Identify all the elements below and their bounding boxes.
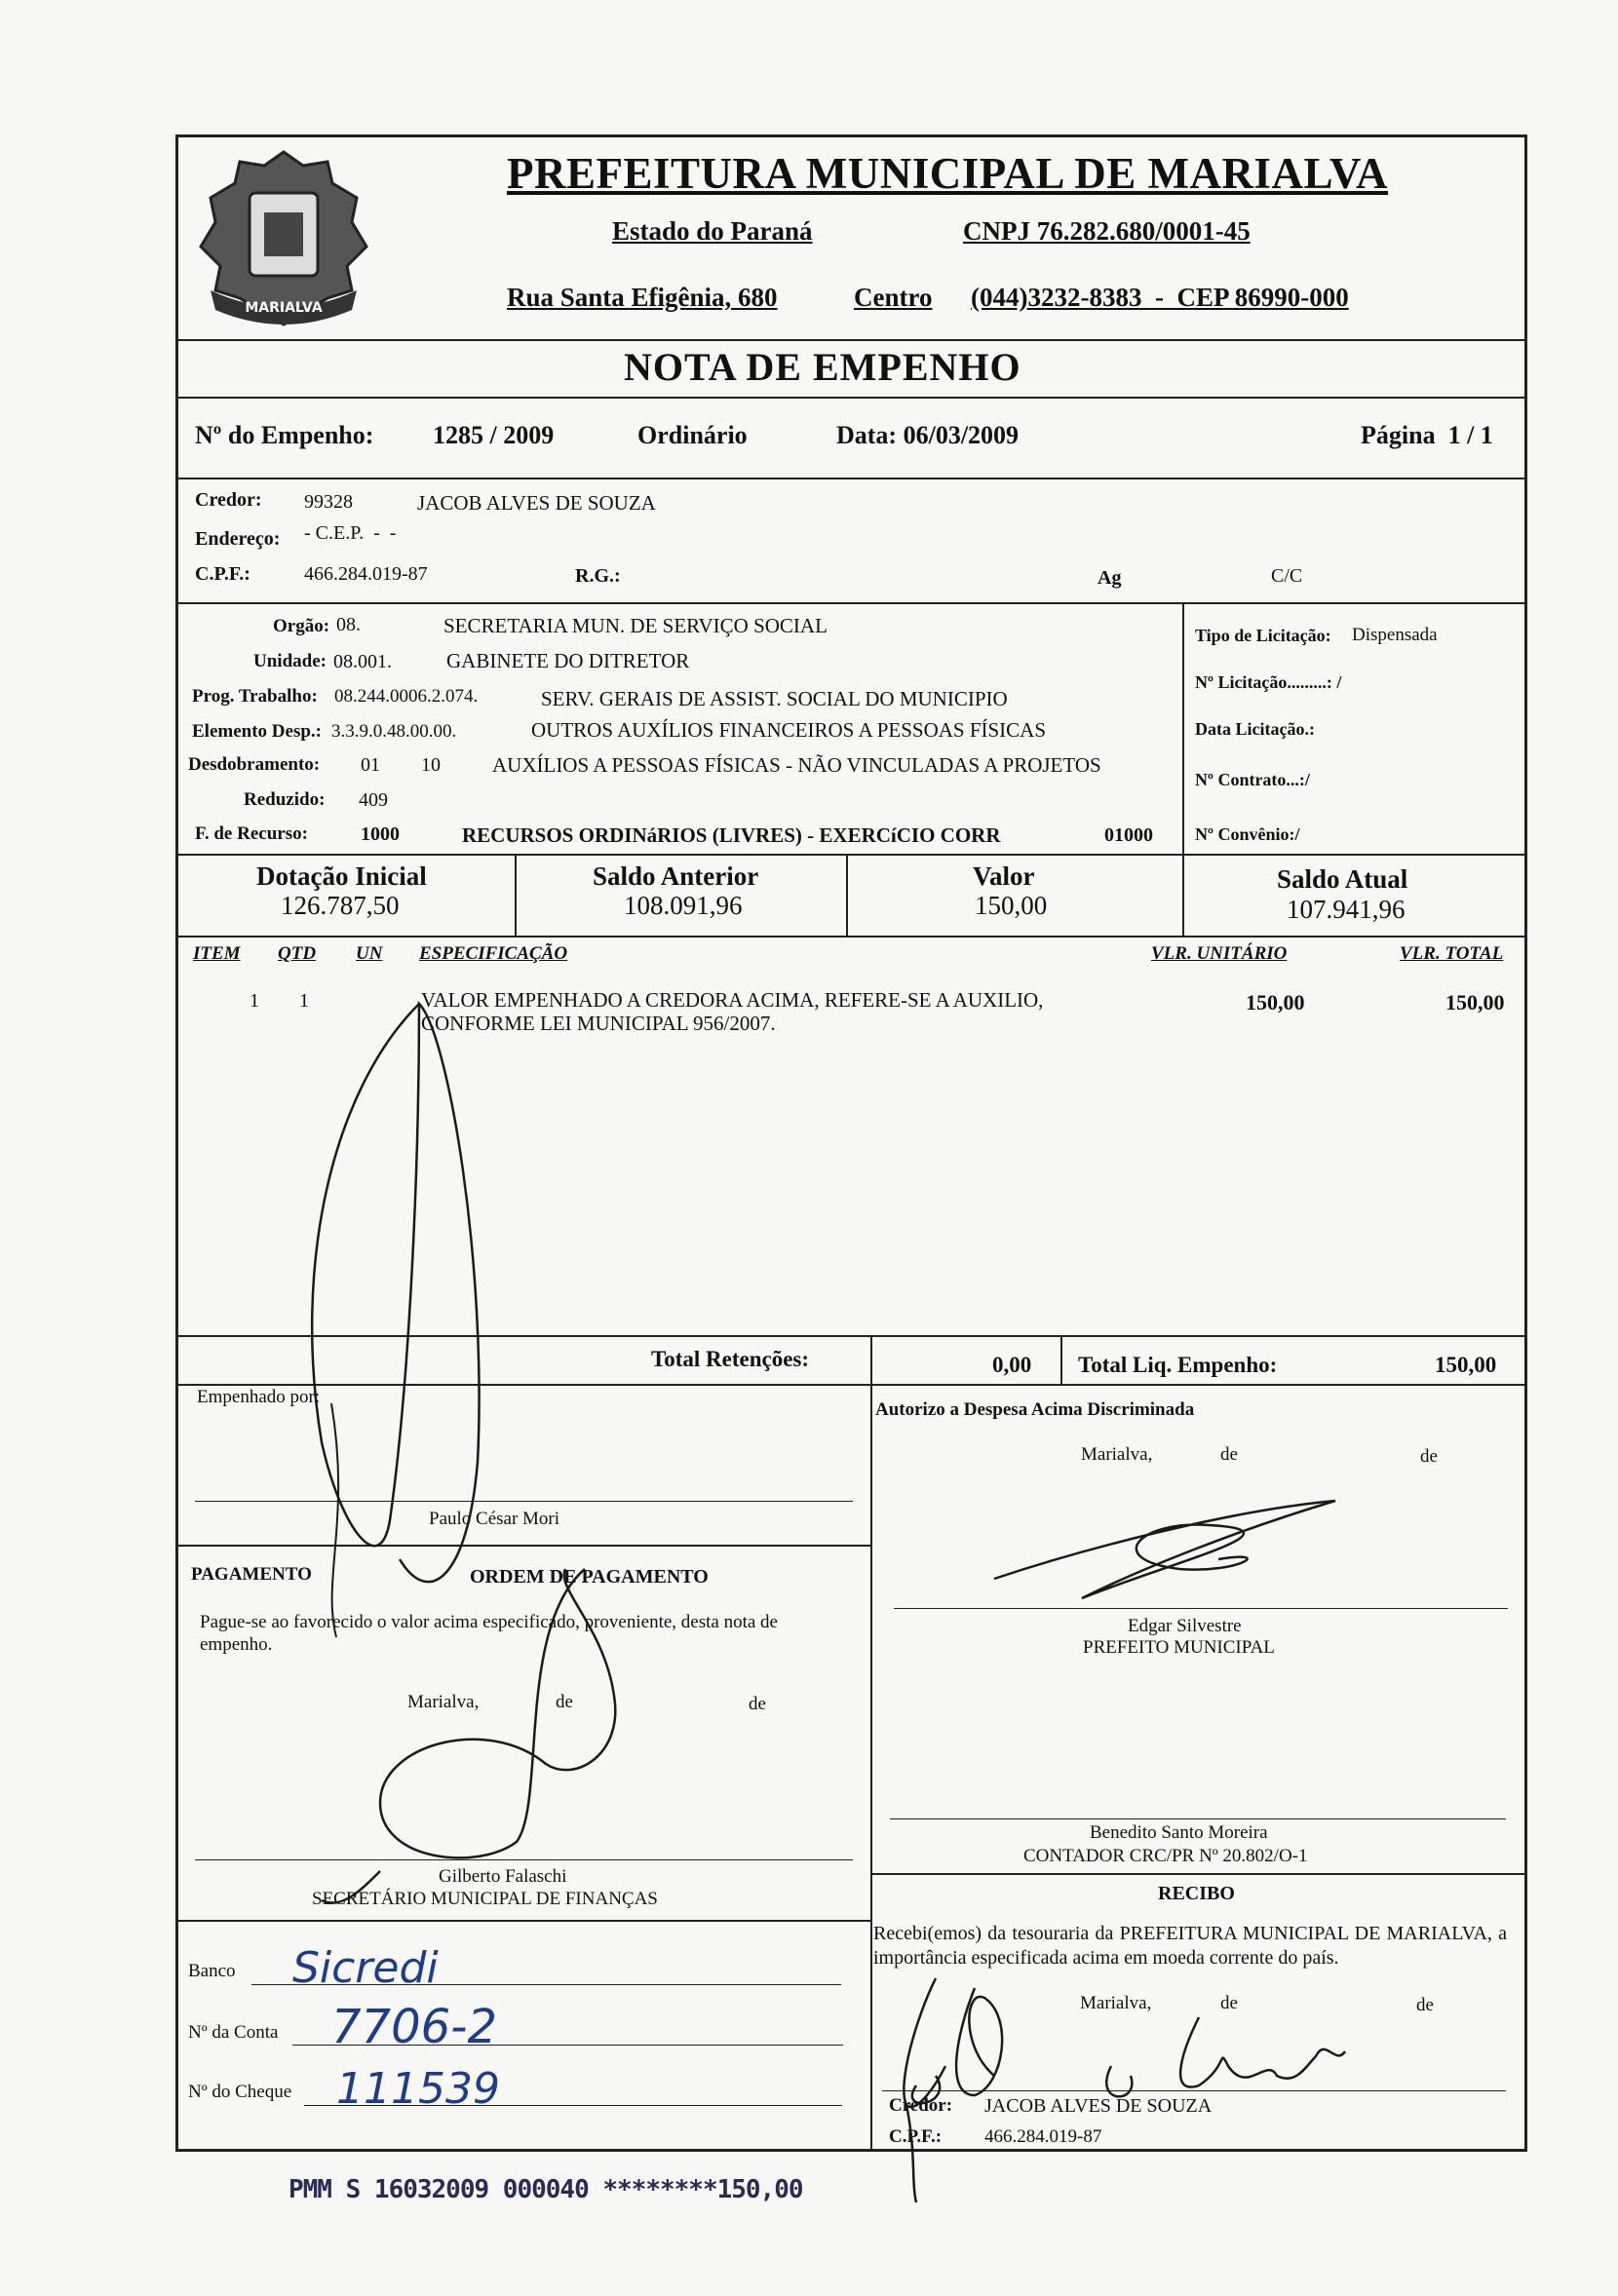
unidade-label: Unidade: — [253, 651, 327, 671]
cheque-label: Nº do Cheque — [188, 2082, 292, 2102]
recurso-code: 1000 — [361, 823, 400, 845]
licitacao-data: Data Licitação.: — [1195, 719, 1315, 739]
recurso-name: RECURSOS ORDINáRIOS (LIVRES) - EXERCíCIO CORR — [462, 823, 1001, 847]
header-title: PREFEITURA MUNICIPAL DE MARIALVA — [507, 149, 1389, 198]
saldo-atual-label: Saldo Atual — [1277, 864, 1408, 894]
autorizo-title: Autorizo a Despesa Acima Discriminada — [875, 1399, 1195, 1420]
item-number: 1 — [250, 990, 259, 1012]
ag-label: Ag — [1098, 567, 1122, 589]
total-liq-value: 150,00 — [1435, 1353, 1497, 1377]
recibo-city: Marialva, — [1080, 1993, 1152, 2013]
recurso-num: 01000 — [1104, 824, 1153, 846]
item-spec-line1: VALOR EMPENHADO A CREDORA ACIMA, REFERE-SE A AUXILIO, — [421, 988, 1044, 1012]
licitacao-tipo-label: Tipo de Licitação: — [1195, 626, 1331, 645]
svg-text:MARIALVA: MARIALVA — [245, 300, 323, 316]
autorizo-de1: de — [1220, 1444, 1238, 1465]
pagamento-label: PAGAMENTO — [191, 1564, 312, 1585]
reduzido-value: 409 — [359, 789, 388, 811]
header-state: Estado do Paraná — [612, 216, 813, 246]
header-center: Centro — [854, 283, 933, 312]
rg-label: R.G.: — [575, 565, 621, 587]
empenhado-label: Empenhado por: — [197, 1387, 321, 1407]
dotacao-inicial-value: 126.787,50 — [281, 891, 400, 920]
unidade-name: GABINETE DO DITRETOR — [446, 649, 690, 672]
empenho-number: 1285 / 2009 — [433, 421, 555, 449]
pagamento-text: Pague-se ao favorecido o valor acima especificado, proveniente, desta nota de empenho. — [200, 1612, 778, 1655]
cheque-value: 111539 — [336, 2064, 500, 2114]
saldo-atual-value: 107.941,96 — [1287, 895, 1406, 924]
empenho-date: Data: 06/03/2009 — [836, 421, 1020, 449]
orgao-name: SECRETARIA MUN. DE SERVIÇO SOCIAL — [443, 614, 828, 637]
desd-code: 01 — [361, 754, 380, 776]
empenho-type: Ordinário — [637, 421, 748, 449]
signature-gilberto — [322, 1550, 643, 1910]
recibo-text: Recebi(emos) da tesouraria da PREFEITURA MUNICIPAL DE MARIALVA, a importância especificada acima em moeda corrente do país. — [873, 1923, 1507, 1969]
pagamento-city: Marialva, — [407, 1692, 480, 1712]
contador-role: CONTADOR CRC/PR Nº 20.802/O-1 — [1023, 1846, 1308, 1866]
recibo-cpf: 466.284.019-87 — [984, 2126, 1102, 2147]
col-spec: ESPECIFICAÇÃO — [419, 943, 568, 964]
empenho-page: Página 1 / 1 — [1361, 421, 1493, 449]
prog-label: Prog. Trabalho: — [192, 686, 318, 707]
signature-jacob — [877, 1959, 1384, 2212]
cpf-value: 466.284.019-87 — [304, 563, 428, 585]
conta-label: Nº da Conta — [188, 2022, 279, 2043]
col-vlr-total: VLR. TOTAL — [1400, 943, 1504, 964]
prog-name: SERV. GERAIS DE ASSIST. SOCIAL DO MUNICIPIO — [541, 687, 1008, 710]
banco-label: Banco — [188, 1961, 236, 1981]
unidade-code: 08.001. — [333, 651, 392, 672]
credor-label: Credor: — [195, 489, 262, 511]
autorizo-city: Marialva, — [1081, 1444, 1153, 1465]
col-qtd: QTD — [278, 943, 317, 964]
valor-value: 150,00 — [975, 891, 1048, 920]
empenho-label: Nº do Empenho: — [195, 421, 374, 449]
pagamento-de2: de — [749, 1694, 766, 1714]
total-retencoes-value: 0,00 — [992, 1353, 1032, 1377]
recurso-label: F. de Recurso: — [195, 823, 308, 844]
doc-title: NOTA DE EMPENHO — [624, 345, 1021, 389]
item-spec-line2: CONFORME LEI MUNICIPAL 956/2007. — [421, 1012, 776, 1035]
cpf-label: C.P.F.: — [195, 563, 250, 585]
header-cnpj: CNPJ 76.282.680/0001-45 — [963, 216, 1251, 246]
autorizo-role: PREFEITO MUNICIPAL — [1083, 1637, 1275, 1658]
valor-label: Valor — [973, 861, 1035, 891]
cc-label: C/C — [1271, 565, 1303, 587]
banco-value: Sicredi — [292, 1943, 439, 1993]
orgao-code: 08. — [336, 614, 361, 635]
saldo-anterior-label: Saldo Anterior — [593, 861, 759, 891]
reduzido-label: Reduzido: — [244, 789, 326, 810]
recibo-title: RECIBO — [1158, 1883, 1235, 1904]
total-retencoes-label: Total Retenções: — [651, 1347, 810, 1371]
address-value: - C.E.P. - - — [304, 522, 397, 544]
dotacao-inicial-label: Dotação Inicial — [256, 861, 427, 891]
pagamento-role: SECRETÁRIO MUNICIPAL DE FINANÇAS — [312, 1889, 658, 1909]
elem-label: Elemento Desp.: — [192, 721, 322, 742]
recibo-credor-label: Credor: — [889, 2095, 953, 2116]
elem-code: 3.3.9.0.48.00.00. — [331, 721, 457, 742]
autorizo-de2: de — [1420, 1446, 1438, 1467]
recibo-de1: de — [1220, 1993, 1238, 2013]
contador-name: Benedito Santo Moreira — [1090, 1822, 1268, 1843]
ordem-pagamento: ORDEM DE PAGAMENTO — [470, 1566, 709, 1588]
municipal-seal — [191, 144, 376, 334]
col-item: ITEM — [193, 943, 241, 964]
licitacao-num: Nº Licitação.........: / — [1195, 672, 1342, 692]
prog-code: 08.244.0006.2.074. — [334, 686, 479, 707]
empenhado-name: Paulo César Mori — [429, 1509, 560, 1529]
credor-code: 99328 — [304, 491, 353, 513]
orgao-label: Orgão: — [273, 616, 330, 636]
licitacao-convenio: Nº Convênio:/ — [1195, 824, 1300, 844]
item-qtd: 1 — [299, 990, 309, 1012]
desd-label: Desdobramento: — [188, 754, 321, 775]
pagamento-de1: de — [556, 1692, 573, 1712]
signature-edgar — [984, 1491, 1355, 1627]
item-vlr-total: 150,00 — [1445, 990, 1505, 1014]
pagamento-signer: Gilberto Falaschi — [439, 1866, 567, 1887]
payment-stamp: PMM S 16032009 000040 ********150,00 — [289, 2175, 803, 2204]
item-vlr-unit: 150,00 — [1246, 990, 1305, 1014]
desd-name: AUXÍLIOS A PESSOAS FÍSICAS - NÃO VINCULADAS A PROJETOS — [492, 753, 1101, 777]
recibo-credor-name: JACOB ALVES DE SOUZA — [984, 2095, 1213, 2117]
credor-name: JACOB ALVES DE SOUZA — [417, 491, 656, 515]
saldo-anterior-value: 108.091,96 — [624, 891, 743, 920]
header-address: Rua Santa Efigênia, 680 — [507, 283, 778, 312]
header-phone-cep: (044)3232-8383 - CEP 86990-000 — [971, 283, 1349, 312]
elem-name: OUTROS AUXÍLIOS FINANCEIROS A PESSOAS FÍSICAS — [531, 718, 1047, 742]
address-label: Endereço: — [195, 528, 281, 550]
licitacao-tipo-value: Dispensada — [1352, 625, 1438, 645]
total-liq-label: Total Liq. Empenho: — [1078, 1353, 1278, 1377]
autorizo-signer: Edgar Silvestre — [1128, 1616, 1242, 1636]
recibo-de2: de — [1416, 1995, 1434, 2015]
col-vlr-unit: VLR. UNITÁRIO — [1151, 943, 1288, 964]
col-un: UN — [356, 943, 383, 964]
licitacao-contrato: Nº Contrato...:/ — [1195, 770, 1310, 789]
recibo-cpf-label: C.P.F.: — [889, 2126, 943, 2147]
conta-value: 7706-2 — [331, 2000, 498, 2054]
desd-sub: 10 — [421, 754, 441, 776]
